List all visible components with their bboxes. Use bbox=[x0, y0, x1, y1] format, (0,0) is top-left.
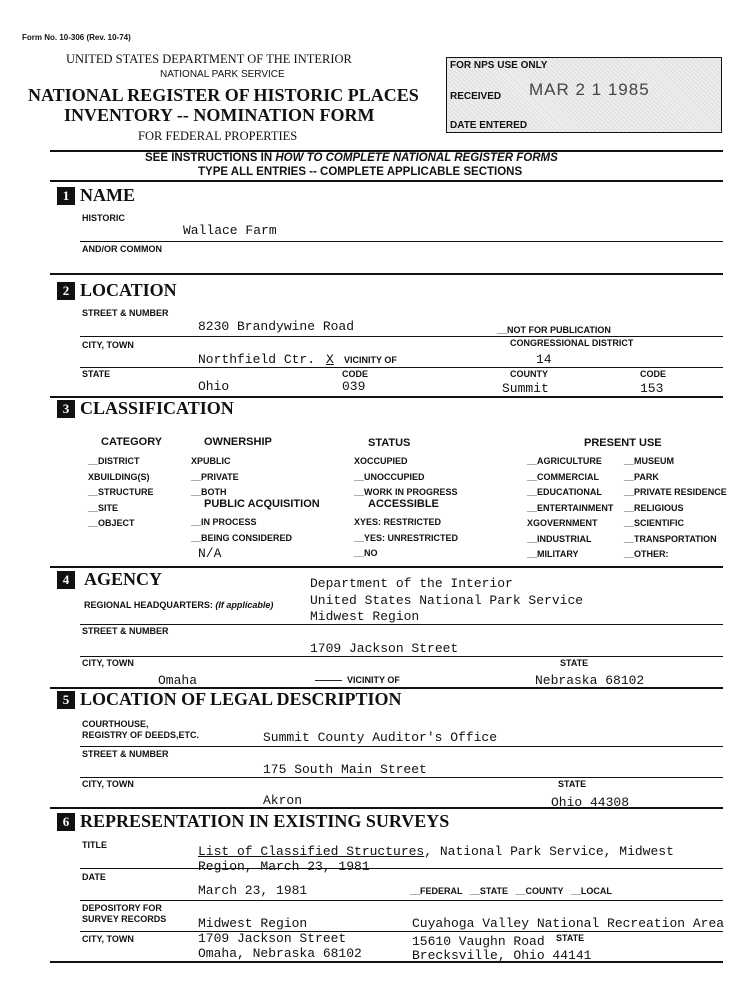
date-entered-label: DATE ENTERED bbox=[450, 120, 528, 131]
category-option: __DISTRICT bbox=[88, 456, 140, 466]
survey-title-line-1: List of Classified Structures, National Park Service, Midwest bbox=[198, 844, 674, 859]
nps-use-label: FOR NPS USE ONLY bbox=[450, 60, 548, 71]
present-use-option: __AGRICULTURE bbox=[527, 456, 602, 466]
department-heading: UNITED STATES DEPARTMENT OF THE INTERIOR bbox=[66, 52, 352, 66]
depository-city-2a: 15610 Vaughn Road bbox=[412, 934, 545, 949]
section-3-number: 3 bbox=[57, 400, 75, 418]
historic-label: HISTORIC bbox=[82, 213, 125, 223]
present-use-option: __PARK bbox=[624, 471, 659, 482]
present-use-option: XGOVERNMENT bbox=[527, 518, 598, 528]
rule bbox=[50, 180, 723, 182]
regional-hq-label: REGIONAL HEADQUARTERS: (If applicable) bbox=[84, 600, 274, 610]
survey-level-options: __FEDERAL __STATE __COUNTY __LOCAL bbox=[410, 886, 612, 896]
accessible-option: __NO bbox=[354, 548, 378, 558]
historic-name-value: Wallace Farm bbox=[183, 223, 277, 238]
present-use-option: __TRANSPORTATION bbox=[624, 533, 717, 544]
legal-state-value: Ohio 44308 bbox=[551, 795, 630, 810]
rule bbox=[80, 367, 723, 368]
agency-state-value: Nebraska 68102 bbox=[535, 673, 645, 688]
rule bbox=[80, 868, 723, 869]
present-use-option: __ENTERTAINMENT bbox=[527, 502, 614, 513]
accessible-option: XYES: RESTRICTED bbox=[354, 517, 442, 527]
status-option: XOCCUPIED bbox=[354, 456, 408, 466]
depository-value-1: Midwest Region bbox=[198, 916, 308, 931]
legal-city-value: Akron bbox=[263, 793, 303, 808]
category-list bbox=[88, 454, 154, 532]
county-label: COUNTY bbox=[510, 369, 548, 379]
rule bbox=[80, 746, 723, 747]
rule bbox=[50, 273, 723, 275]
rule bbox=[80, 241, 723, 242]
legal-street-value: 175 South Main Street bbox=[263, 762, 427, 777]
state-code-value: 039 bbox=[342, 379, 366, 394]
form-subtitle: FOR FEDERAL PROPERTIES bbox=[138, 129, 298, 143]
depository-city-1a: 1709 Jackson Street bbox=[198, 931, 347, 946]
present-use-option: __INDUSTRIAL bbox=[527, 533, 592, 544]
legal-city-label: CITY, TOWN bbox=[82, 779, 134, 789]
rule bbox=[80, 656, 723, 657]
county-code-label: CODE bbox=[640, 369, 667, 379]
agency-line-3: Midwest Region bbox=[310, 609, 420, 624]
section-4-number: 4 bbox=[57, 571, 75, 589]
depository-state-label: STATE bbox=[556, 933, 585, 943]
city-value: Northfield Ctr. bbox=[198, 352, 316, 367]
rule bbox=[50, 807, 723, 809]
public-acquisition-value: N/A bbox=[198, 546, 222, 561]
section-1-number: 1 bbox=[57, 187, 75, 205]
depository-label-1: DEPOSITORY FOR bbox=[82, 903, 162, 913]
rule bbox=[50, 566, 723, 568]
survey-date-label: DATE bbox=[82, 872, 106, 882]
present-use-option: __OTHER: bbox=[624, 549, 669, 559]
category-heading: CATEGORY bbox=[101, 436, 163, 448]
form-title-line1: NATIONAL REGISTER OF HISTORIC PLACES bbox=[28, 85, 419, 105]
public-acquisition-heading: PUBLIC ACQUISITION bbox=[204, 498, 320, 510]
instructions-line1: SEE INSTRUCTIONS IN HOW TO COMPLETE NATIONAL REGISTER FORMS bbox=[145, 152, 558, 164]
category-option: __STRUCTURE bbox=[88, 487, 154, 497]
public-acquisition-option: __BEING CONSIDERED bbox=[191, 532, 293, 543]
received-label: RECEIVED bbox=[450, 91, 502, 102]
survey-title-line-2: Region, March 23, 1981 bbox=[198, 859, 370, 874]
state-value: Ohio bbox=[198, 379, 230, 394]
present-use-option: __MUSEUM bbox=[624, 456, 675, 466]
agency-street-label: STREET & NUMBER bbox=[82, 626, 169, 636]
congressional-district-label: CONGRESSIONAL DISTRICT bbox=[510, 338, 634, 348]
status-heading: STATUS bbox=[368, 437, 411, 449]
legal-street-label: STREET & NUMBER bbox=[82, 749, 169, 759]
section-3-title: CLASSIFICATION bbox=[80, 398, 234, 418]
state-label: STATE bbox=[82, 369, 111, 379]
ownership-heading: OWNERSHIP bbox=[204, 436, 272, 448]
agency-state-label: STATE bbox=[560, 658, 589, 668]
accessible-list bbox=[354, 515, 458, 562]
present-use-option: __SCIENTIFIC bbox=[624, 518, 685, 528]
category-option: __SITE bbox=[88, 502, 119, 513]
rule bbox=[80, 931, 723, 932]
agency-vicinity-label: ——— VICINITY OF bbox=[315, 675, 400, 685]
ownership-list bbox=[191, 454, 239, 501]
status-option: __WORK IN PROGRESS bbox=[354, 487, 458, 497]
category-option: __OBJECT bbox=[88, 518, 135, 528]
rule bbox=[80, 900, 723, 901]
agency-line-2: United States National Park Service bbox=[310, 593, 584, 608]
not-for-publication-option: __NOT FOR PUBLICATION bbox=[497, 325, 611, 335]
rule bbox=[80, 624, 723, 625]
received-date-stamp: MAR 2 1 1985 bbox=[529, 80, 650, 99]
accessible-heading: ACCESSIBLE bbox=[368, 498, 439, 510]
instructions-line2: TYPE ALL ENTRIES -- COMPLETE APPLICABLE SECTIONS bbox=[198, 166, 523, 178]
section-2-title: LOCATION bbox=[80, 280, 177, 300]
present-use-option: __COMMERCIAL bbox=[527, 471, 600, 482]
present-use-option: __EDUCATIONAL bbox=[527, 487, 602, 497]
vicinity-mark: X bbox=[326, 352, 334, 367]
survey-date-value: March 23, 1981 bbox=[198, 883, 308, 898]
section-4-title: AGENCY bbox=[84, 569, 163, 589]
section-5-number: 5 bbox=[57, 691, 75, 709]
category-option: XBUILDING(S) bbox=[88, 471, 150, 482]
rule bbox=[50, 961, 723, 963]
congressional-district-value: 14 bbox=[536, 352, 552, 367]
rule bbox=[80, 777, 723, 778]
registry-label: REGISTRY OF DEEDS,ETC. bbox=[82, 730, 200, 740]
depository-label-2: SURVEY RECORDS bbox=[82, 914, 167, 924]
county-code-value: 153 bbox=[640, 381, 664, 396]
agency-city-value: Omaha bbox=[158, 673, 198, 688]
present-use-option: __PRIVATE RESIDENCE bbox=[624, 487, 727, 497]
section-6-title: REPRESENTATION IN EXISTING SURVEYS bbox=[80, 811, 450, 831]
section-5-title: LOCATION OF LEGAL DESCRIPTION bbox=[80, 689, 402, 709]
section-1-title: NAME bbox=[80, 185, 135, 205]
legal-state-label: STATE bbox=[558, 779, 587, 789]
present-use-option: __RELIGIOUS bbox=[624, 502, 684, 513]
county-value: Summit bbox=[502, 381, 549, 396]
agency-street-value: 1709 Jackson Street bbox=[310, 641, 459, 656]
present-use-heading: PRESENT USE bbox=[584, 437, 662, 449]
form-number: Form No. 10-306 (Rev. 10-74) bbox=[22, 33, 131, 42]
depository-city-2b: Brecksville, Ohio 44141 bbox=[412, 948, 592, 963]
ownership-option: __BOTH bbox=[191, 487, 227, 497]
vicinity-label: VICINITY OF bbox=[344, 355, 397, 365]
form-title-line2: INVENTORY -- NOMINATION FORM bbox=[64, 105, 375, 125]
street-value: 8230 Brandywine Road bbox=[198, 319, 355, 334]
city-label: CITY, TOWN bbox=[82, 340, 134, 350]
courthouse-label: COURTHOUSE, bbox=[82, 719, 149, 729]
present-use-list-2 bbox=[624, 454, 727, 563]
code-label: CODE bbox=[342, 369, 369, 379]
agency-line-1: Department of the Interior bbox=[310, 576, 513, 591]
courthouse-value: Summit County Auditor's Office bbox=[263, 730, 498, 745]
depository-city-label: CITY, TOWN bbox=[82, 934, 134, 944]
rule bbox=[80, 336, 723, 337]
public-acquisition-option: __IN PROCESS bbox=[191, 517, 257, 527]
survey-title-label: TITLE bbox=[82, 840, 107, 850]
section-6-number: 6 bbox=[57, 813, 75, 831]
section-2-number: 2 bbox=[57, 282, 75, 300]
service-heading: NATIONAL PARK SERVICE bbox=[160, 69, 285, 80]
accessible-option: __YES: UNRESTRICTED bbox=[354, 532, 459, 543]
street-label: STREET & NUMBER bbox=[82, 308, 169, 318]
ownership-option: __PRIVATE bbox=[191, 471, 239, 482]
depository-value-2: Cuyahoga Valley National Recreation Area bbox=[412, 916, 725, 931]
present-use-list-1 bbox=[527, 454, 613, 563]
ownership-option: XPUBLIC bbox=[191, 456, 231, 466]
status-list bbox=[354, 454, 458, 501]
common-name-label: AND/OR COMMON bbox=[82, 244, 162, 254]
public-acquisition-list bbox=[191, 515, 292, 546]
present-use-option: __MILITARY bbox=[527, 549, 579, 559]
status-option: __UNOCCUPIED bbox=[354, 471, 425, 482]
depository-city-1b: Omaha, Nebraska 68102 bbox=[198, 946, 362, 961]
agency-city-label: CITY, TOWN bbox=[82, 658, 134, 668]
nps-use-box bbox=[446, 57, 722, 133]
